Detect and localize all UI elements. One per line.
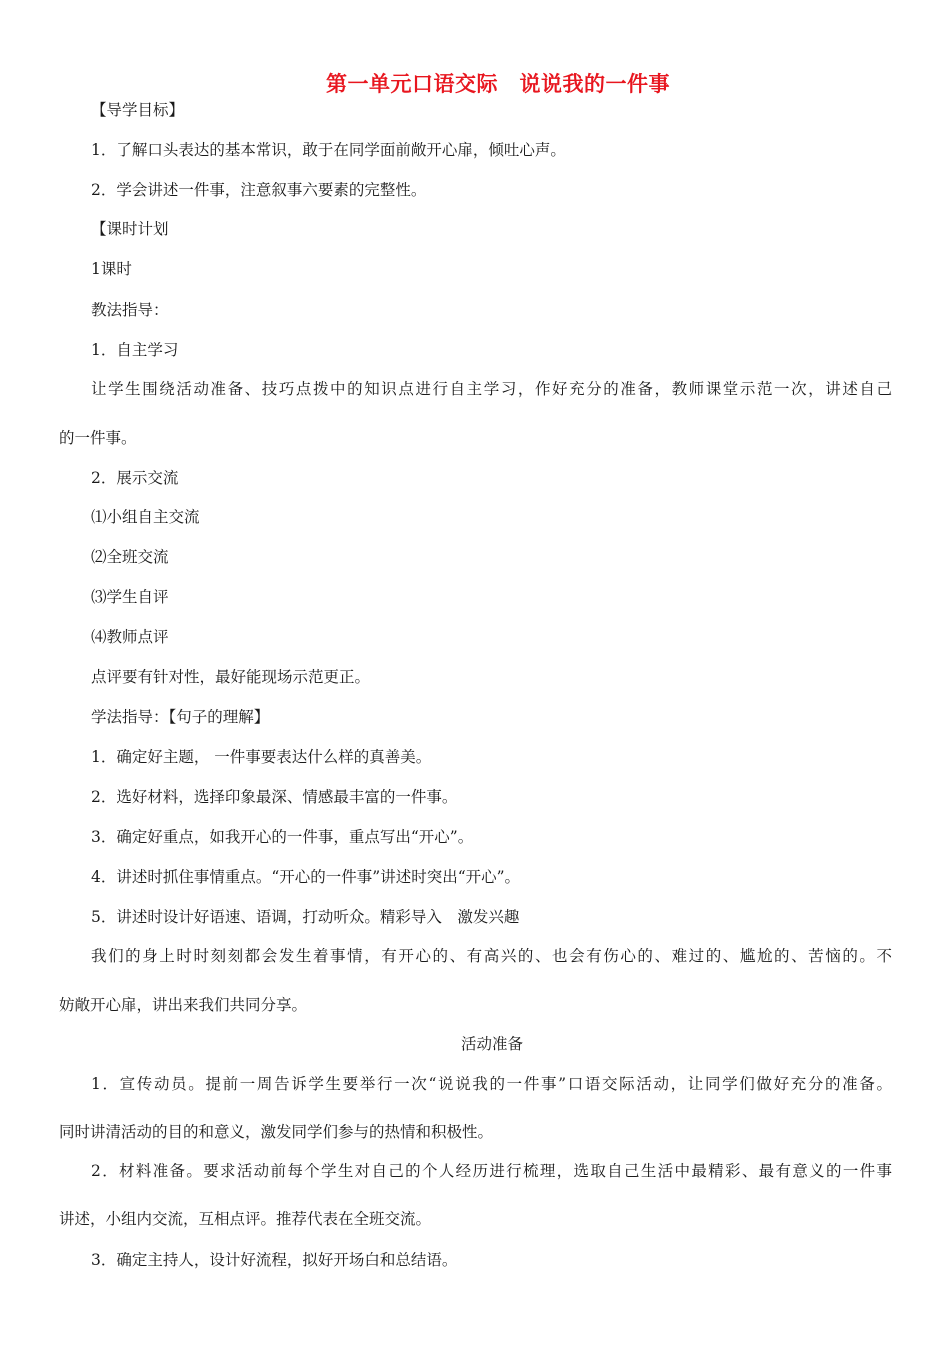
paragraph-line: 点评要有针对性，最好能现场示范更正。 [91, 668, 371, 686]
schedule-text: 1课时 [91, 260, 132, 278]
sub-item: ⑴小组自主交流 [91, 508, 200, 526]
learning-item-2: 2．选好材料，选择印象最深、情感最丰富的一件事。 [91, 788, 458, 806]
paragraph-line: 妨敞开心扉，讲出来我们共同分享。 [59, 996, 308, 1014]
learning-guide-heading: 学法指导：【句子的理解】 [91, 708, 270, 726]
paragraph-line: 2．材料准备。要求活动前每个学生对自己的个人经历进行梳理，选取自己生活中最精彩、最有意义的一件事 [91, 1162, 892, 1180]
learning-item-3: 3．确定好重点，如我开心的一件事，重点写出“开心”。 [91, 828, 474, 846]
paragraph-line: 我们的身上时时刻刻都会发生着事情，有开心的、有高兴的、也会有伤心的、难过的、尴尬的、苦恼的。不 [91, 947, 892, 965]
section-heading-goals: 【导学目标】 [91, 101, 185, 119]
paragraph-line: 1．宣传动员。提前一周告诉学生要举行一次“说说我的一件事”口语交际活动，让同学们做好充分的准备。 [91, 1075, 892, 1093]
teaching-item-1: 1．自主学习 [91, 341, 179, 359]
sub-item: ⑷教师点评 [91, 628, 169, 646]
sub-item: ⑶学生自评 [91, 588, 169, 606]
preparation-item-3: 3．确定主持人，设计好流程，拟好开场白和总结语。 [91, 1251, 458, 1269]
teaching-item-2: 2．展示交流 [91, 469, 179, 487]
learning-item-1: 1．确定好主题， 一件事要表达什么样的真善美。 [91, 748, 432, 766]
paragraph-line: 让学生围绕活动准备、技巧点拨中的知识点进行自主学习，作好充分的准备，教师课堂示范一次，讲述自己 [91, 380, 892, 398]
sub-item: ⑵全班交流 [91, 548, 169, 566]
paragraph-line: 的一件事。 [59, 429, 137, 447]
goal-item-2: 2．学会讲述一件事，注意叙事六要素的完整性。 [91, 181, 427, 199]
learning-item-4: 4．讲述时抓住事情重点。“开心的一件事”讲述时突出“开心”。 [91, 868, 521, 886]
learning-item-5: 5．讲述时设计好语速、语调，打动听众。精彩导入 激发兴趣 [91, 908, 520, 926]
goal-item-1: 1．了解口头表达的基本常识，敢于在同学面前敞开心扉，倾吐心声。 [91, 141, 566, 159]
section-heading-preparation: 活动准备 [460, 1035, 523, 1053]
paragraph-line: 讲述，小组内交流，互相点评。推荐代表在全班交流。 [59, 1210, 432, 1228]
teaching-guide-heading: 教法指导： [91, 301, 169, 319]
section-heading-schedule: 【课时计划 [91, 220, 169, 238]
paragraph-line: 同时讲清活动的目的和意义，激发同学们参与的热情和积极性。 [59, 1123, 494, 1141]
document-title: 第一单元口语交际 说说我的一件事 [326, 72, 670, 96]
